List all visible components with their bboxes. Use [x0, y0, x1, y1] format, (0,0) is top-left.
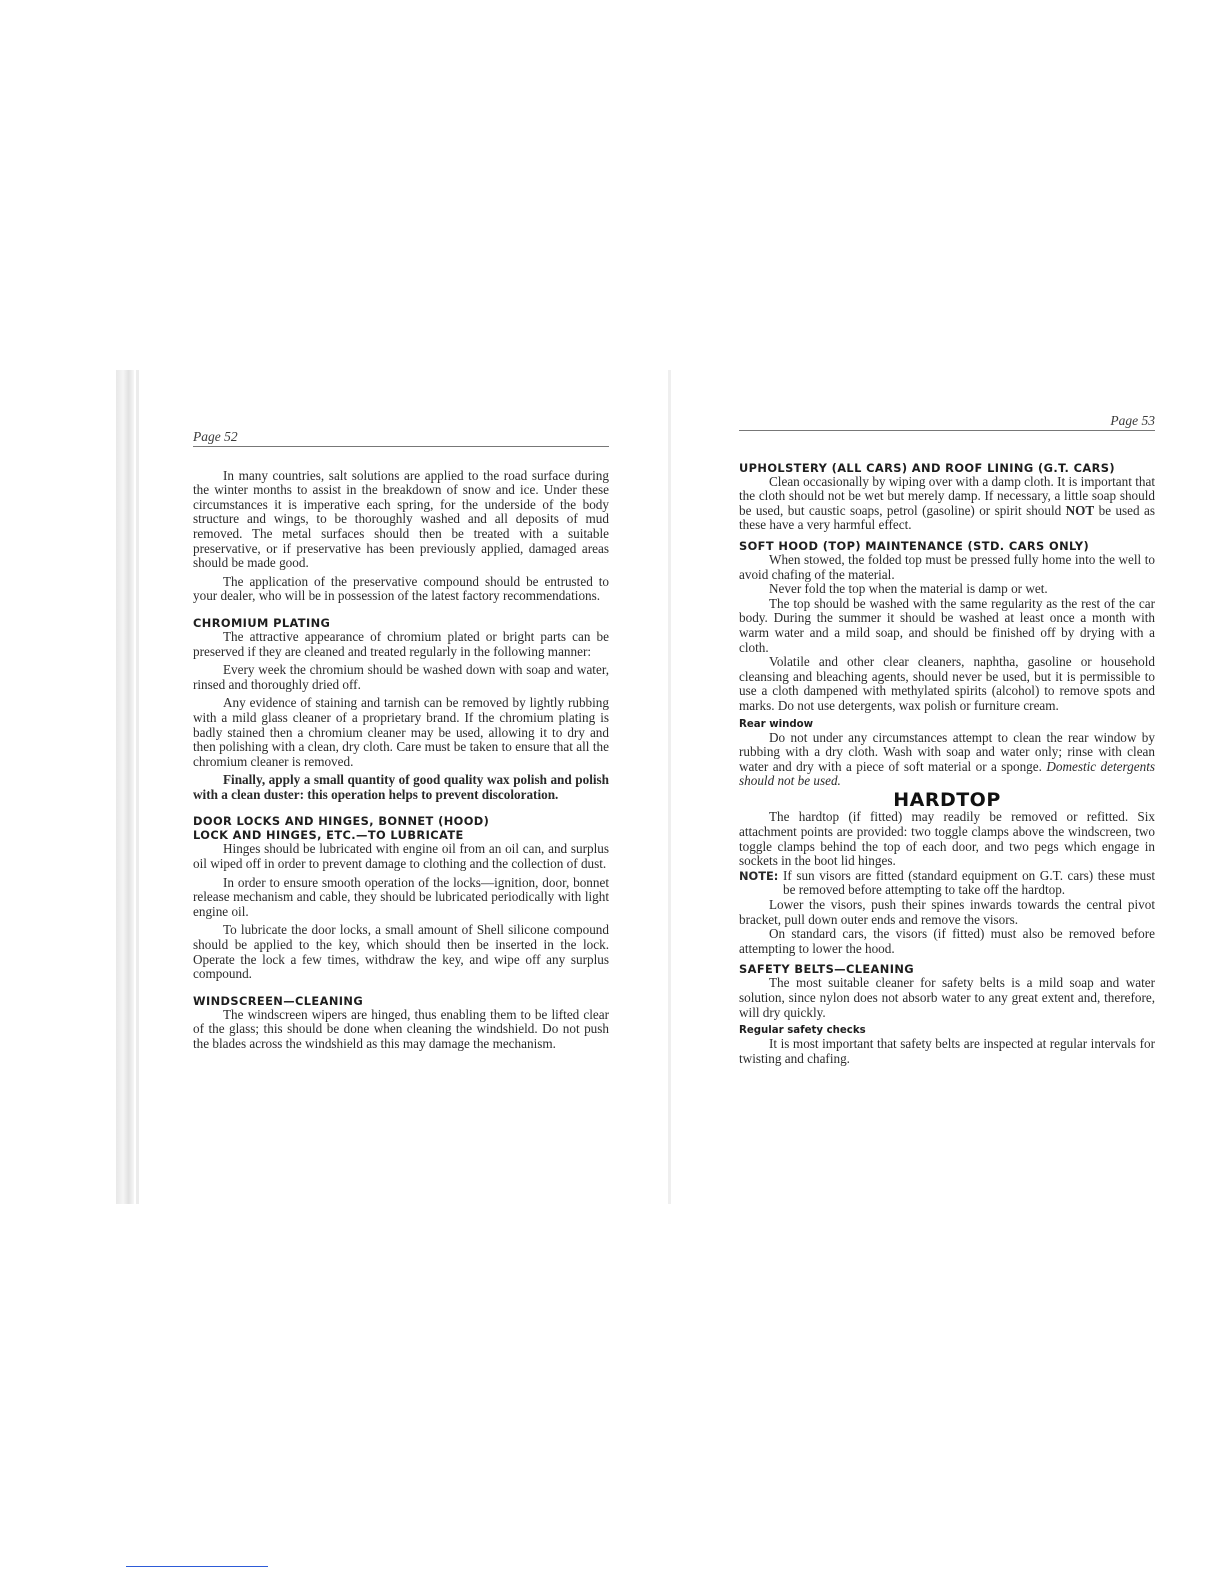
emphasis-not: NOT	[1065, 502, 1095, 518]
note-text: If sun visors are fitted (standard equipment on G.T. cars) these must be removed before attempting to take off the hardtop.	[783, 867, 1155, 898]
section-heading-windscreen: WINDSCREEN—CLEANING	[193, 993, 364, 1008]
section-heading-door-locks-line2: LOCK AND HINGES, ETC.—TO LUBRICATE	[193, 828, 464, 843]
paragraph: Every week the chromium should be washed down with soap and water, rinsed and thoroughly dried off.	[193, 662, 609, 692]
section-heading-upholstery: UPHOLSTERY (ALL CARS) AND ROOF LINING (G.T. CARS)	[739, 460, 1115, 475]
paragraph: When stowed, the folded top must be pressed fully home into the well to avoid chafing of the material.	[739, 551, 1155, 582]
paragraph: In many countries, salt solutions are applied to the road surface during the winter months to assist in the breakdown of snow and ice. Under these circumstances it is imperative each spring, for the underside of the body structure and wings, to be thoroughly washed and all deposits of mud removed. The metal surfaces should then be treated with a suitable preservative, or if preservative has been previously applied, damaged areas should be made good.	[193, 467, 609, 571]
section-heading-hardtop: HARDTOP	[893, 788, 1001, 811]
paragraph: Any evidence of staining and tarnish can be removed by lightly rubbing with a mild glass cleaner of a proprietary brand. If the chromium plating is badly stained then a chromium cleaner may be used, allowing it to dry and then polishing with a clean, dry cloth. Care must be taken to ensure that all the chromium cleaner is removed.	[193, 695, 609, 769]
paragraph-text: Do not under any circumstances attempt to clean the rear window by rubbing with a dry cloth. Wash with soap and water only; rinse with clean water and dry with a piece of soft material or a sponge.	[739, 729, 1155, 774]
section-heading-soft-hood: SOFT HOOD (TOP) MAINTENANCE (STD. CARS ONLY)	[739, 538, 1090, 553]
note-block	[739, 869, 1155, 898]
paragraph: The top should be washed with the same regularity as the rest of the car body. During the summer it should be washed at least once a month with warm water and a mild soap, and should be finished off by drying with a cloth.	[739, 595, 1155, 655]
paragraph: The most suitable cleaner for safety belts is a mild soap and water solution, since nylon does not absorb water to any great extent and, therefore, will dry quickly.	[739, 975, 1155, 1020]
section-heading-door-locks: DOOR LOCKS AND HINGES, BONNET (HOOD)	[193, 814, 490, 829]
paragraph: On standard cars, the visors (if fitted) must also be removed before attempting to lower the hood.	[739, 926, 1155, 956]
page-52	[193, 430, 609, 1052]
paragraph: It is most important that safety belts are inspected at regular intervals for twisting and chafing.	[739, 1036, 1155, 1066]
bold-paragraph: Finally, apply a small quantity of good quality wax polish and polish with a clean duster: this operation helps to prevent discoloration.	[193, 772, 609, 802]
paragraph: To lubricate the door locks, a small amount of Shell silicone compound should be applied to the key, which should then be inserted in the lock. Operate the lock a few times, withdraw the key, and wipe off any surplus compound.	[193, 922, 609, 982]
paragraph-text: Clean occasionally by wiping over with a damp cloth. It is important that the cloth should not be wet but merely damp. If necessary, a little soap should be used, but caustic soaps, petrol (gasoline) or spirit should	[739, 473, 1155, 518]
paragraph: Never fold the top when the material is damp or wet.	[769, 581, 1048, 597]
italic-warning: Domestic detergents should not be used.	[739, 758, 1155, 789]
paragraph: In order to ensure smooth operation of the locks—ignition, door, bonnet release mechanism and cable, they should be lubricated periodically with light engine oil.	[193, 874, 609, 919]
paragraph	[739, 731, 1155, 789]
paragraph: Lower the visors, push their spines inwards towards the central pivot bracket, pull down outer ends and remove the visors.	[739, 897, 1155, 927]
page-number-header: Page 52	[193, 430, 609, 447]
paragraph: The windscreen wipers are hinged, thus enabling them to be lifted clear of the glass; this should be done when cleaning the windshield. Do not push the blades across the windshield as this may damage the mechanism.	[193, 1006, 609, 1051]
paragraph-text: be used as these have a very harmful effect.	[739, 502, 1155, 533]
section-heading-safety-belts: SAFETY BELTS—CLEANING	[739, 962, 915, 977]
paragraph: Volatile and other clear cleaners, naphtha, gasoline or household cleansing and bleaching agents, should never be used, but it is permissible to use a cloth dampened with methylated spirits (alcohol) to remove spots and marks. Do not use detergents, wax polish or furniture cream.	[739, 654, 1155, 713]
footer-link-underline	[126, 1566, 268, 1567]
paragraph	[739, 475, 1155, 533]
subheading-safety-checks: Regular safety checks	[739, 1025, 866, 1037]
note-label: NOTE:	[739, 868, 779, 883]
paragraph: The hardtop (if fitted) may readily be removed or refitted. Six attachment points are provided: two toggle clamps above the windscreen, two toggle clamps behind the top of each door, and two pegs which engage in sockets in the boot lid hinges.	[739, 809, 1155, 869]
center-gutter	[668, 370, 671, 1204]
subheading-rear-window: Rear window	[739, 718, 814, 730]
paragraph: The attractive appearance of chromium plated or bright parts can be preserved if they are cleaned and treated regularly in the following manner:	[193, 628, 609, 659]
page-53	[739, 414, 1155, 1066]
section-heading-chromium: CHROMIUM PLATING	[193, 615, 331, 630]
page-number-header: Page 53	[739, 414, 1155, 431]
paragraph: The application of the preservative compound should be entrusted to your dealer, who will be in possession of the latest factory recommendations.	[193, 573, 609, 604]
left-binding-edge	[116, 370, 134, 1204]
left-binding-shadow	[136, 370, 139, 1204]
paragraph: Hinges should be lubricated with engine oil from an oil can, and surplus oil wiped off in order to prevent damage to clothing and the collection of dust.	[193, 841, 609, 872]
